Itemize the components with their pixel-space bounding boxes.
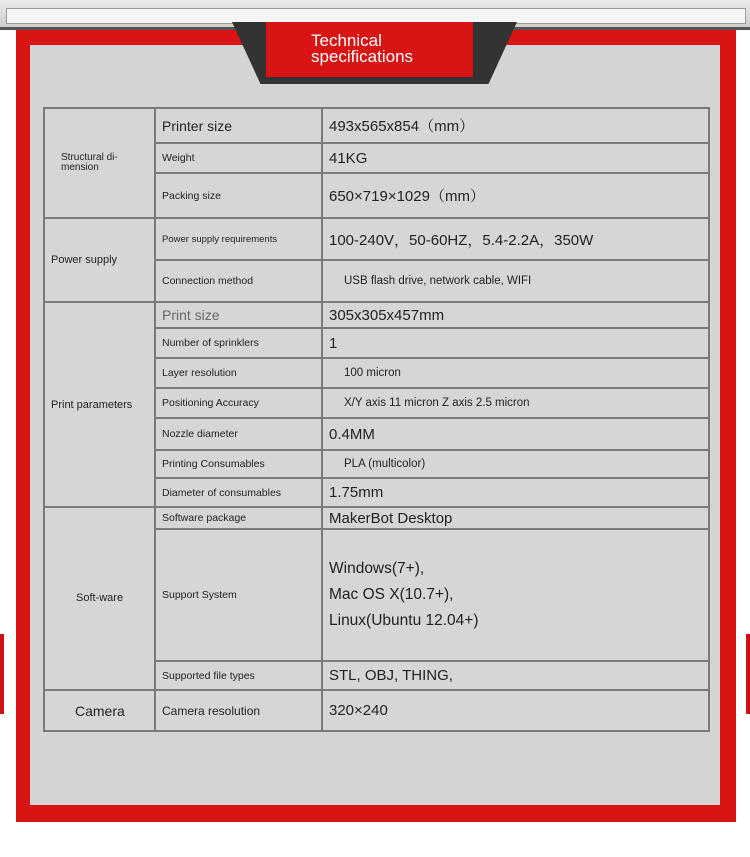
param-label: Print size [155, 302, 322, 328]
table-row [44, 507, 709, 529]
param-label: Printing Consumables [155, 450, 322, 478]
spec-table [43, 107, 710, 732]
param-label: Supported file types [155, 661, 322, 690]
param-label: Nozzle diameter [155, 418, 322, 450]
param-value: 320×240 [322, 690, 709, 731]
param-label: Software package [155, 507, 322, 529]
param-value: 0.4MM [322, 418, 709, 450]
support-system-line: Linux(Ubuntu 12.04+) [329, 612, 479, 629]
param-label: Diameter of consumables [155, 478, 322, 507]
param-label: Layer resolution [155, 358, 322, 388]
param-value: 1 [322, 328, 709, 358]
banner-line-1: Technical [311, 31, 382, 50]
param-value: X/Y axis 11 micron Z axis 2.5 micron [322, 388, 709, 418]
table-row [44, 690, 709, 731]
table-row [44, 218, 709, 260]
table-row [44, 302, 709, 328]
param-label: Positioning Accuracy [155, 388, 322, 418]
side-line-left [0, 634, 4, 714]
banner-title [266, 22, 473, 77]
param-value: 100 micron [322, 358, 709, 388]
param-value: 305x305x457mm [322, 302, 709, 328]
table-row [44, 108, 709, 143]
param-label: Packing size [155, 173, 322, 218]
side-line-right [746, 634, 750, 714]
group-print: Print parameters [44, 302, 155, 507]
param-value: 41KG [322, 143, 709, 173]
support-system-line: Mac OS X(10.7+), [329, 586, 454, 603]
param-label: Camera resolution [155, 690, 322, 731]
support-system-line: Windows(7+), [329, 560, 425, 577]
group-structural: Structural di-mension [44, 108, 155, 218]
param-label: Power supply requirements [155, 218, 322, 260]
param-label: Support System [155, 529, 322, 661]
param-value: 1.75mm [322, 478, 709, 507]
group-software: Soft-ware [44, 507, 155, 690]
param-value-multiline [322, 529, 709, 661]
group-camera: Camera [44, 690, 155, 731]
param-value: STL, OBJ, THING, [322, 661, 709, 690]
param-value: 493x565x854（mm） [322, 108, 709, 143]
banner-line-2: specifications [311, 47, 414, 66]
group-power: Power supply [44, 218, 155, 302]
param-label: Weight [155, 143, 322, 173]
param-value: 650×719×1029（mm） [322, 173, 709, 218]
param-value: USB flash drive, network cable, WIFI [322, 260, 709, 302]
param-label: Connection method [155, 260, 322, 302]
param-label: Printer size [155, 108, 322, 143]
param-value: PLA (multicolor) [322, 450, 709, 478]
param-value: MakerBot Desktop [322, 507, 709, 529]
param-label: Number of sprinklers [155, 328, 322, 358]
param-value: 100-240V，50-60HZ，5.4-2.2A，350W [322, 218, 709, 260]
